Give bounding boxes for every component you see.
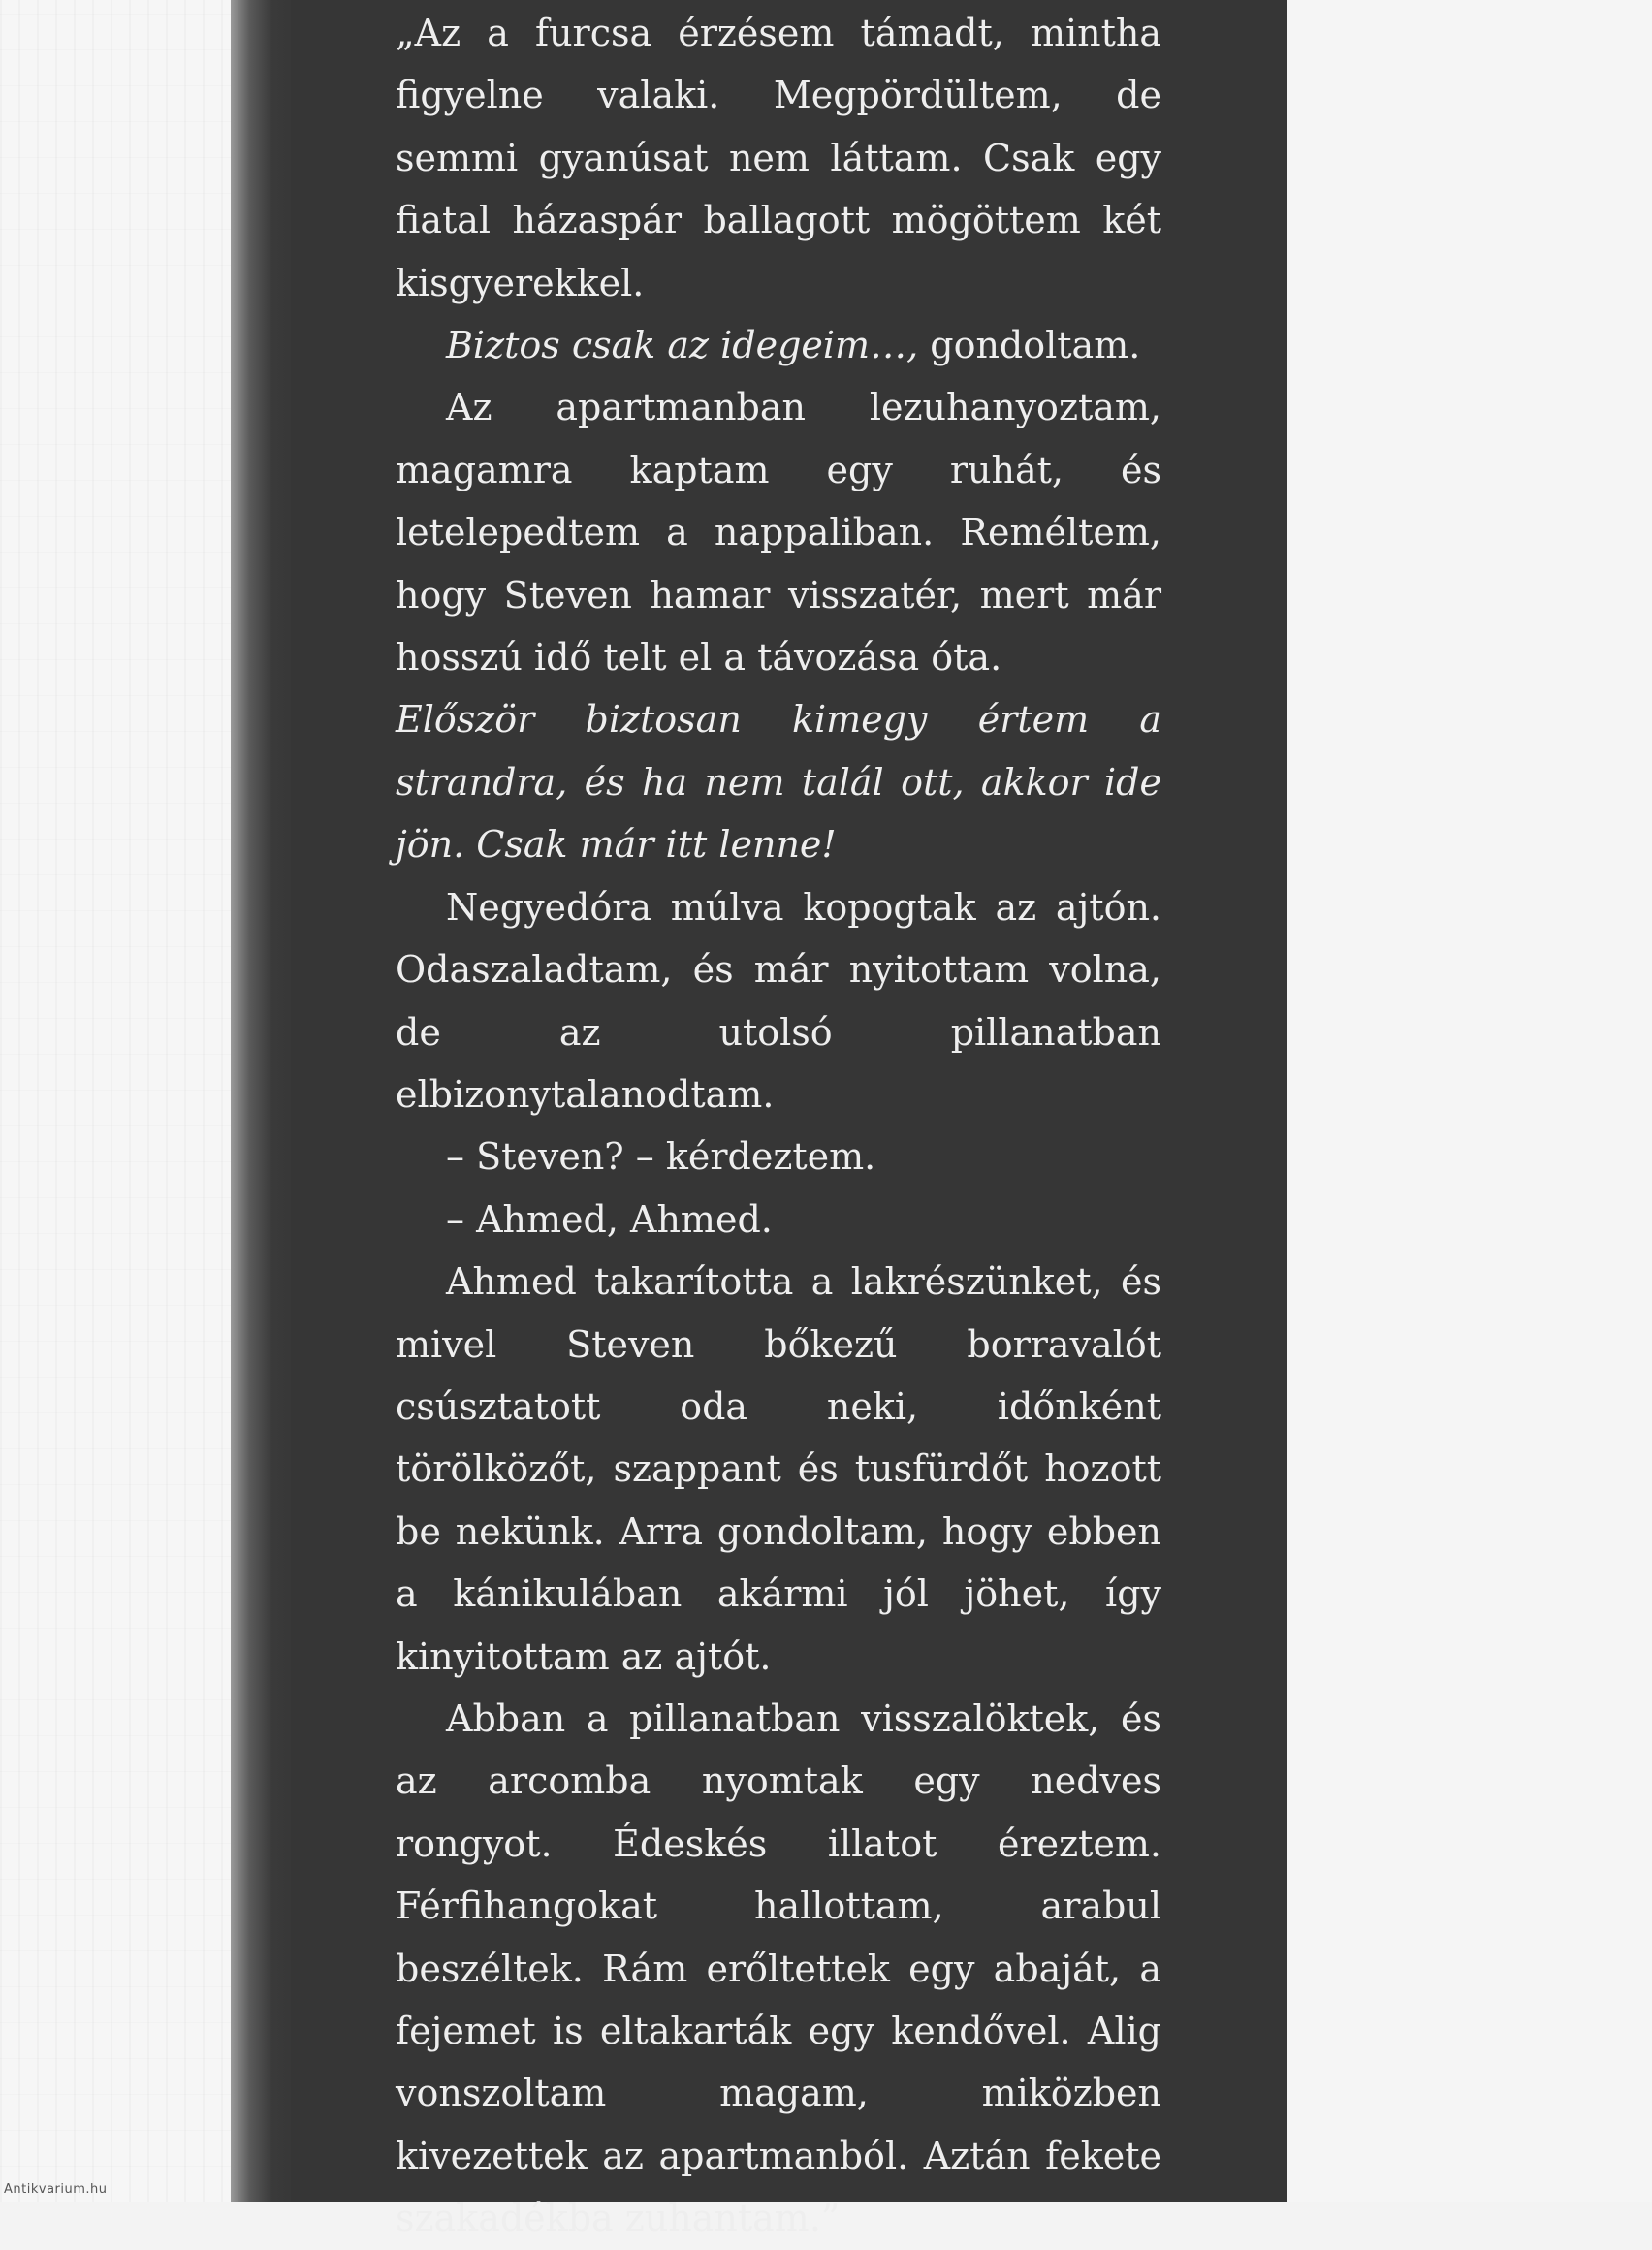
paragraph-1: „Az a furcsa érzésem támadt, mintha figyelne valaki. Megpördültem, de semmi gyanúsat nem láttam. Csak egy fiatal házaspár ballagott mögöttem két kisgyerekkel. — [396, 12, 1161, 304]
paragraph-9: Abban a pillanatban visszalöktek, és az arcomba nyomtak egy nedves rongyot. Édeskés illatot éreztem. Férfihangokat hallottam, arabul beszéltek. Rám erőltettek egy abaját, a fejemet is eltakarták egy kendővel. Alig vonszoltam magam, miközben kivezettek az apartmanból. Aztán fekete szakadékba zuhantam.” — [396, 1696, 1161, 2240]
watermark: Antikvarium.hu — [4, 2182, 108, 2197]
paragraph-2-regular: gondoltam. — [918, 324, 1141, 367]
paragraph-4-italic: Először biztosan kimegy értem a strandra, és ha nem talál ott, akkor ide jön. Csak már itt lenne! — [396, 698, 1161, 867]
white-background-right — [1287, 0, 1652, 2202]
page-text-block — [396, 2, 1161, 2250]
paragraph-3: Az apartmanban lezuhanyoztam, magamra kaptam egy ruhát, és letelepedtem a nappaliban. Reméltem, hogy Steven hamar visszatér, mert már hosszú idő telt el a távozása óta. — [396, 386, 1161, 680]
white-wall-background — [0, 0, 242, 2202]
paragraph-2 — [396, 314, 1161, 376]
paragraph-7-dialogue: – Ahmed, Ahmed. — [446, 1197, 773, 1241]
paragraph-5: Negyedóra múlva kopogtak az ajtón. Odaszaladtam, és már nyitottam volna, de az utolsó pillanatban elbizonytalanodtam. — [396, 885, 1161, 1116]
paragraph-8: Ahmed takarította a lakrészünket, és mivel Steven bőkezű borravalót csúsztatott oda neki, időnként törölközőt, szappant és tusfürdőt hozott be nekünk. Arra gondoltam, hogy ebben a kánikulában akármi jól jöhet, így kinyitottam az ajtót. — [396, 1260, 1161, 1678]
paragraph-2-italic: Biztos csak az idegeim…, — [446, 324, 919, 367]
paragraph-6-dialogue: – Steven? – kérdeztem. — [446, 1135, 876, 1179]
